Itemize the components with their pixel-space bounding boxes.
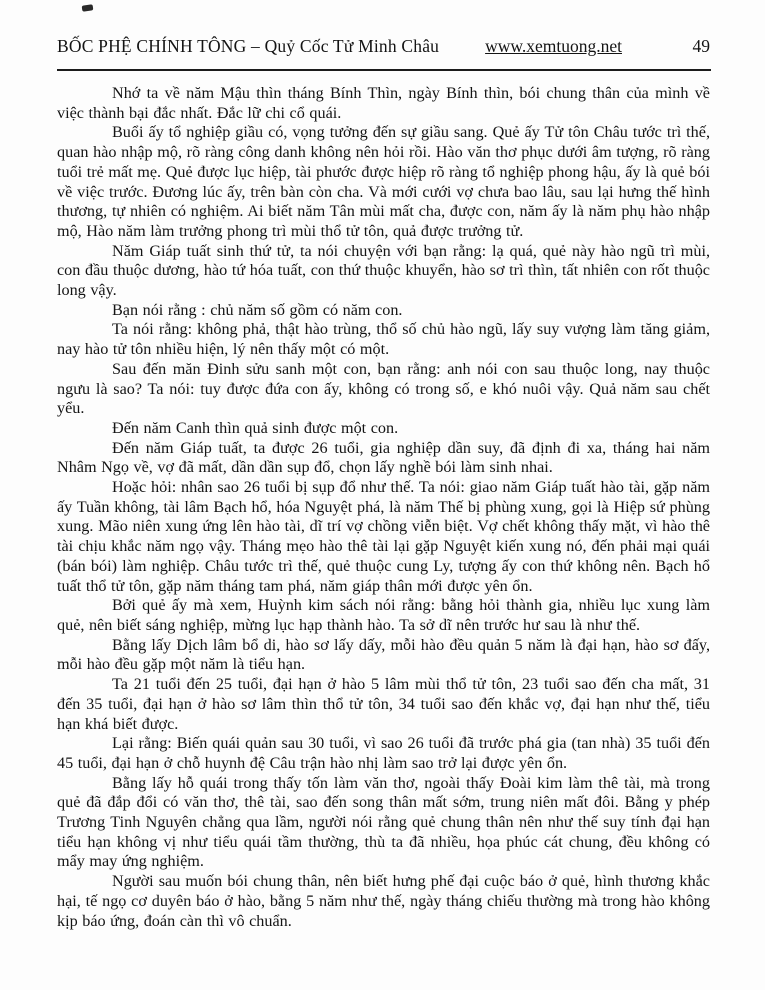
body-text xyxy=(57,84,710,931)
paragraph: Buổi ấy tổ nghiệp giầu có, vọng tưởng đến sự giầu sang. Quẻ ấy Tử tôn Châu tước trì thế, quan hào nhập mộ, rõ ràng công danh không nên hỏi rồi. Hào văn thơ phục dưới âm tượng, rõ ràng tuổi trẻ mất mẹ. Quẻ được lục hiệp, tài phước được hiệp rõ ràng tổ nghiệp phong hậu, ấy là quẻ bói về việc trước. Đương lúc ấy, trên bàn còn cha. Và mới cưới vợ chưa bao lâu, sau lại hưng thế hình thương, tự nhiên có nghiệm. Ai biết năm Tân mùi mất cha, được con, năm ấy là năm phụ hào nhập mộ, Hào năm làm trưởng phong trì mùi thổ tử tôn, quả được trưởng tử. xyxy=(57,123,710,240)
paragraph: Bạn nói rằng : chủ năm số gồm có năm con. xyxy=(112,300,403,319)
paragraph: Bởi quẻ ấy mà xem, Huỳnh kim sách nói rằng: bằng hỏi thành gia, nhiều lục xung làm quẻ, nên biết sáng nghiệp, mừng lục hạp thành hào. Ta sở dĩ nên trước hư sau là như thế. xyxy=(57,596,710,634)
paragraph: Sau đến măn Đinh sửu sanh một con, bạn rằng: anh nói con sau thuộc long, nay thuộc ngưu là sao? Ta nói: tuy được đứa con ấy, không có trong số, e khó nuôi vậy. Quả năm sau chết yểu. xyxy=(57,359,710,418)
paragraph: Ta nói rằng: không phả, thật hào trùng, thổ số chủ hào ngũ, lấy suy vượng làm tăng giảm, nay hào tử tôn nhiều hiện, lý nên thấy một có một. xyxy=(57,320,710,359)
paragraph: Hoặc hỏi: nhân sao 26 tuổi bị sụp đổ như thế. Ta nói: giao năm Giáp tuất hào tài, gặp năm ấy Tuần không, tài lâm Bạch hổ, hóa Nguyệt phá, là năm Thế bị phùng xung, gọi là Hiệp sứ phùng xung. Mão niên xung ứng lên hào tài, dĩ trí vợ chồng viễn biệt. Vợ chết không thấy mặt, vì hào thê tài chịu khắc năm ngọ vậy. Tháng mẹo hào thê tài lại gặp Nguyệt kiến xung nó, đến phải mại quái (bán bói) làm nghiệp. Châu tước trì thế, quẻ thuộc cung Ly, tượng ấy con thứ không nên. Bạch hổ tuất thổ tử tôn, gặp năm tháng tam phá, năm giáp thân mới được yên ổn. xyxy=(57,478,710,595)
book-title: BỐC PHỆ CHÍNH TÔNG – Quỷ Cốc Tử Minh Châu xyxy=(57,36,440,56)
paragraph: Đến năm Giáp tuất, ta được 26 tuổi, gia nghiệp dần suy, đã định đi xa, tháng hai năm Nhâm Ngọ về, vợ đã mất, dần dần sụp đổ, chọn lấy nghề bói làm sinh nhai. xyxy=(57,438,710,477)
paragraph: Bằng lấy Dịch lâm bổ di, hào sơ lấy dấy, mỗi hào đều quản 5 năm là đại hạn, hào sơ đấy, mỗi hào đều gặp một năm là tiểu hạn. xyxy=(57,635,710,674)
paragraph: Nhớ ta về năm Mậu thìn tháng Bính Thìn, ngày Bính thìn, bói chung thân của mình về việc thành bại đắc nhất. Đắc lữ chi cổ quái. xyxy=(57,84,710,122)
scan-artifact xyxy=(82,4,94,11)
paragraph: Ta 21 tuổi đến 25 tuổi, đại hạn ở hào 5 lâm mùi thổ tử tôn, 23 tuổi sao đến cha mất, 31 đến 35 tuổi, đại hạn ở hào sơ lâm thìn thổ tử tôn, 34 tuổi sao đến khắc vợ, đại hạn như thế, tiểu hạn khá biết được. xyxy=(57,675,710,733)
paragraph: Lại rằng: Biến quái quản sau 30 tuổi, vì sao 26 tuổi đã trước phá gia (tan nhà) 35 tuổi đến 45 tuổi, đại hạn ở chỗ huynh đệ Câu trận hào nhị làm sao trở lại được yên ổn. xyxy=(57,734,710,772)
website-link[interactable]: www.xemtuong.net xyxy=(485,36,622,56)
paragraph: Người sau muốn bói chung thân, nên biết hưng phế đại cuộc báo ở quẻ, hình thương khắc hại, tế ngọ cơ duyên báo ở hào, bằng 5 năm như thế, ngày tháng chiếu thường mà trong hào không kịp báo ứng, đoán càn thì vô chuẩn. xyxy=(57,872,710,930)
paragraph: Đến năm Canh thìn quả sinh được một con. xyxy=(112,418,399,437)
paragraph: Năm Giáp tuất sinh thứ tử, ta nói chuyện với bạn rằng: lạ quá, quẻ này hào ngũ trì mùi, con đầu thuộc dương, hào tứ hóa tuất, con thứ thuộc khuyển, hào sơ trì thìn, tất nhiên con rốt thuộc long vậy. xyxy=(57,241,710,300)
header-divider xyxy=(57,69,711,71)
page-number: 49 xyxy=(692,36,710,56)
paragraph: Bằng lấy hỗ quái trong thấy tốn làm văn thơ, ngoài thấy Đoài kim làm thê tài, mà trong quẻ đã đắp đổi có văn thơ, thê tài, sao đến song thân mất sớm, trung niên mất đôi. Bằng y phép Trương Tinh Nguyên chẳng qua lầm, người nói rằng quẻ chung thân nên như thế suy tính đại hạn tiểu hạn không vị như tiểu quái tầm thường, thù ta đã nhiều, họa phúc cát chung, đều không có mẩy may ứng nghiệm. xyxy=(57,773,710,871)
page-header xyxy=(57,36,710,57)
